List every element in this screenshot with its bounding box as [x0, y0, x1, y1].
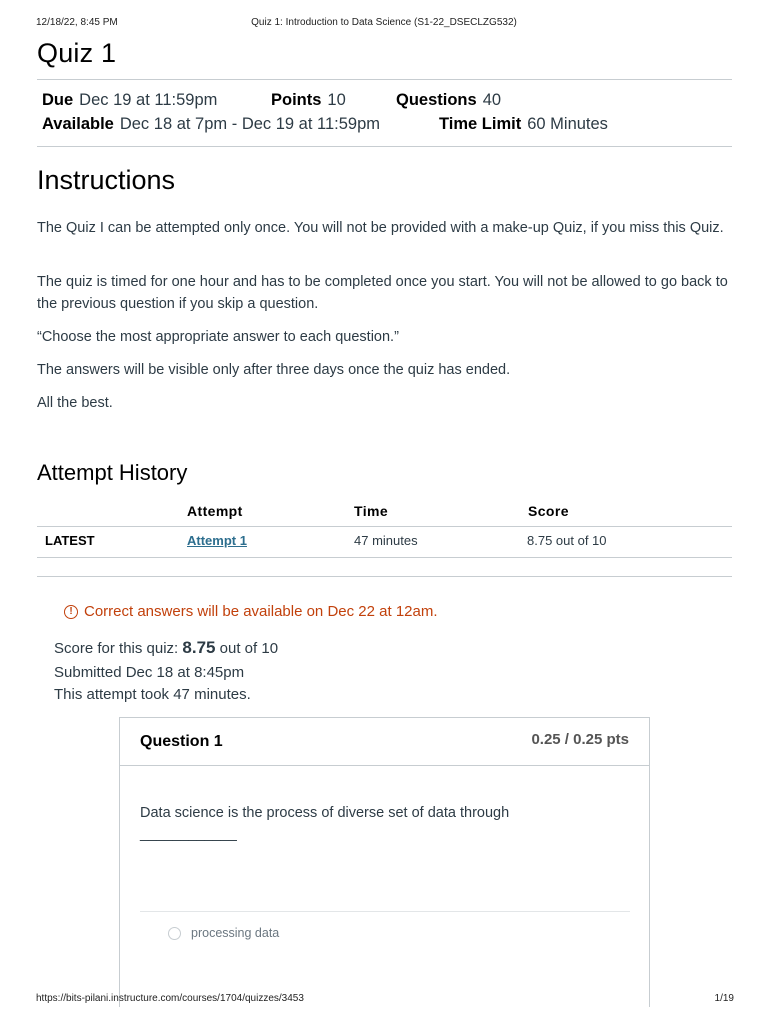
- table-header-divider: [37, 526, 732, 527]
- questions-info: [396, 91, 501, 110]
- due-value: Dec 19 at 11:59pm: [79, 91, 218, 109]
- latest-label: LATEST: [45, 533, 95, 548]
- due-info: [42, 91, 217, 110]
- time-limit-value: 60 Minutes: [527, 115, 608, 133]
- instructions-paragraph: The quiz is timed for one hour and has to be completed once you start. You will not be allowed to go back to the previous question if you skip a question.: [37, 274, 728, 312]
- score-value: 8.75: [182, 638, 216, 657]
- attempt-history-heading: Attempt History: [37, 460, 188, 485]
- divider: [37, 79, 732, 80]
- radio-icon[interactable]: [168, 927, 181, 940]
- instructions-paragraph: The answers will be visible only after three days once the quiz has ended.: [37, 362, 511, 378]
- print-url: https://bits-pilani.instructure.com/courses/1704/quizzes/3453: [36, 993, 304, 1004]
- attempt-score: 8.75 out of 10: [527, 533, 607, 548]
- column-header-score: Score: [528, 503, 569, 519]
- answer-label: processing data: [191, 926, 280, 940]
- questions-value: 40: [482, 91, 502, 109]
- instructions-paragraph: All the best.: [37, 395, 113, 411]
- attempt-duration: This attempt took 47 minutes.: [54, 686, 251, 703]
- correct-answers-notice: [64, 603, 438, 620]
- question-points: 0.25 / 0.25 pts: [531, 731, 629, 748]
- questions-label: Questions: [396, 91, 477, 109]
- attempt-1-link[interactable]: Attempt 1: [187, 533, 247, 548]
- instructions-paragraph: The Quiz I can be attempted only once. You will not be provided with a make-up Quiz, if you miss this Quiz.: [37, 220, 724, 236]
- time-limit-info: [439, 115, 608, 134]
- points-label: Points: [271, 91, 322, 109]
- score-suffix: out of 10: [215, 640, 279, 657]
- points-value: 10: [327, 91, 346, 109]
- available-value: Dec 18 at 7pm - Dec 19 at 11:59pm: [119, 115, 381, 133]
- question-card: [119, 717, 650, 1007]
- points-info: [271, 91, 346, 110]
- divider: [37, 576, 732, 577]
- print-date: 12/18/22, 8:45 PM: [36, 17, 118, 28]
- page-title: Quiz 1: [37, 38, 117, 68]
- instructions-heading: Instructions: [37, 165, 176, 195]
- due-label: Due: [42, 91, 74, 109]
- time-limit-label: Time Limit: [439, 115, 522, 133]
- page-number: 1/19: [714, 993, 734, 1004]
- question-prompt: Data science is the process of diverse set of data through: [140, 805, 510, 821]
- attempt-time: 47 minutes: [354, 533, 418, 548]
- question-header: [120, 718, 649, 766]
- question-blank: ____________: [140, 826, 237, 842]
- instructions-paragraph: “Choose the most appropriate answer to each question.”: [37, 329, 399, 345]
- column-header-attempt: Attempt: [187, 503, 243, 519]
- table-row-divider: [37, 557, 732, 558]
- available-info: [42, 115, 380, 134]
- divider: [37, 146, 732, 147]
- available-label: Available: [42, 115, 114, 133]
- question-title: Question 1: [140, 733, 223, 750]
- score-prefix: Score for this quiz:: [54, 640, 183, 657]
- answer-option[interactable]: [168, 926, 279, 940]
- print-title: Quiz 1: Introduction to Data Science (S1-22_DSECLZG532): [251, 17, 517, 28]
- alert-circle-icon: !: [64, 605, 78, 619]
- quiz-score: [54, 638, 278, 658]
- notice-text: Correct answers will be available on Dec 22 at 12am.: [84, 603, 438, 620]
- answer-divider: [140, 911, 630, 912]
- column-header-time: Time: [354, 503, 389, 519]
- question-text: [140, 803, 509, 845]
- submitted-text: Submitted Dec 18 at 8:45pm: [54, 664, 245, 681]
